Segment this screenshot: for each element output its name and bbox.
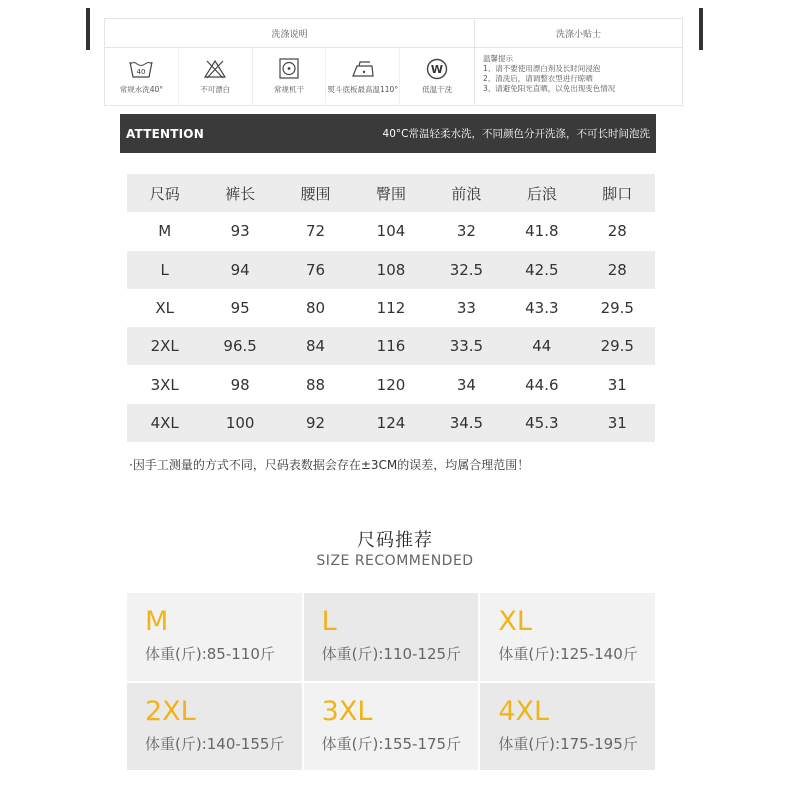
care-tips	[475, 48, 682, 106]
size-card-weight: 体重(斤):155-175斤	[321, 734, 462, 753]
care-header-right: 洗涤小贴士	[555, 29, 601, 40]
table-cell: 116	[353, 327, 428, 365]
table-cell: 93	[230, 222, 250, 241]
care-label-header	[105, 19, 682, 48]
size-card-weight: 体重(斤):175-195斤	[498, 734, 638, 753]
table-cell: 31	[607, 375, 627, 394]
size-card	[480, 593, 655, 681]
size-card	[127, 683, 302, 771]
table-cell: 88	[306, 375, 326, 394]
header-cell: 腰围	[278, 174, 353, 212]
table-cell: 44.6	[525, 375, 559, 394]
table-cell: 45.3	[504, 404, 579, 442]
table-cell: L	[127, 251, 202, 289]
care-icon-label: 常规机干	[273, 85, 304, 94]
table-cell: 98	[230, 375, 250, 394]
care-header-left: 洗涤说明	[105, 19, 475, 47]
table-cell: 92	[278, 404, 353, 442]
care-icon-label: 低温干洗	[422, 85, 453, 94]
size-table	[127, 174, 655, 442]
table-row	[127, 365, 655, 403]
header-cell: 臀围	[353, 174, 428, 212]
size-card	[304, 593, 479, 681]
table-row	[127, 251, 655, 289]
table-cell: 29.5	[580, 327, 655, 365]
table-cell: 112	[376, 299, 406, 318]
size-card-weight: 体重(斤):85-110斤	[145, 645, 275, 663]
table-cell: 72	[306, 222, 326, 241]
table-cell: 42.5	[504, 251, 579, 289]
header-cell: 后浪	[504, 174, 579, 212]
size-card-size: 2XL	[145, 695, 196, 727]
care-icon-cell	[253, 48, 327, 106]
size-table-header-row	[127, 174, 655, 212]
table-cell: 34.5	[429, 404, 504, 442]
care-icon-cell	[326, 48, 400, 106]
table-row	[127, 212, 655, 250]
tip-line: 2、清洗后，请调整衣型进行晾晒	[483, 74, 593, 83]
table-cell: 29.5	[600, 299, 634, 318]
svg-text:40: 40	[136, 68, 146, 76]
table-cell: XL	[155, 299, 175, 318]
table-cell: 41.8	[525, 222, 559, 241]
care-icons	[105, 48, 475, 106]
table-cell: 104	[376, 222, 406, 241]
tip-line: 3、请避免阳光直晒，以免出现变色情况	[483, 84, 616, 93]
header-cell: 裤长	[202, 174, 277, 212]
table-cell: 33.5	[429, 327, 504, 365]
table-cell: 2XL	[127, 327, 202, 365]
table-cell: 100	[202, 404, 277, 442]
table-cell: 120	[376, 375, 406, 394]
table-cell: 33	[456, 299, 476, 318]
table-row	[127, 404, 655, 442]
header-cell: 尺码	[127, 174, 202, 212]
size-card-size: 3XL	[321, 695, 373, 727]
table-cell: 95	[230, 299, 250, 318]
header-cell: 前浪	[429, 174, 504, 212]
tip-line: 1、请不要使用漂白剂及长时间浸泡	[483, 64, 601, 73]
size-card-size: L	[321, 606, 337, 637]
table-cell: 32.5	[429, 251, 504, 289]
table-cell: 44	[504, 327, 579, 365]
right-edge-bar	[699, 8, 703, 50]
table-cell: 4XL	[127, 404, 202, 442]
attention-text: 40°C常温轻柔水洗，不同颜色分开洗涤，不可长时间泡洗	[382, 128, 650, 140]
care-icon-label: 不可漂白	[200, 85, 231, 94]
no-bleach-icon	[202, 58, 228, 80]
size-card	[127, 593, 302, 681]
table-cell: 84	[278, 327, 353, 365]
size-card-size: XL	[498, 606, 532, 637]
size-card-weight: 体重(斤):140-155斤	[145, 734, 285, 753]
recommend-title: 尺码推荐	[357, 530, 433, 551]
tips-title: 温馨提示	[483, 54, 513, 63]
table-cell: 28	[580, 251, 655, 289]
care-label-panel	[104, 18, 683, 106]
table-cell: 32	[456, 222, 476, 241]
care-icon-cell	[105, 48, 179, 106]
table-row	[127, 327, 655, 365]
table-cell: 43.3	[525, 299, 559, 318]
iron-icon	[350, 58, 376, 80]
table-cell: 34	[456, 375, 476, 394]
table-cell: M	[158, 222, 172, 241]
table-cell: 31	[580, 404, 655, 442]
wash-40-icon	[128, 58, 154, 80]
attention-title: ATTENTION	[126, 126, 204, 141]
care-label-body	[105, 48, 682, 106]
table-cell: 124	[353, 404, 428, 442]
care-icon-label: 熨斗底板最高温110°	[327, 85, 399, 94]
size-card-size: M	[145, 606, 169, 637]
attention-banner	[120, 114, 656, 153]
table-cell: 28	[607, 222, 627, 241]
measurement-note: ·因手工测量的方式不同，尺码表数据会存在±3CM的误差，均属合理范围！	[129, 458, 530, 472]
dry-clean-icon	[424, 58, 450, 80]
table-cell: 96.5	[202, 327, 277, 365]
size-card-size: 4XL	[498, 695, 550, 727]
size-card-weight: 体重(斤):110-125斤	[321, 645, 462, 663]
left-edge-bar	[86, 8, 90, 50]
header-cell: 脚口	[580, 174, 655, 212]
svg-text:W: W	[431, 63, 444, 76]
recommend-subtitle: SIZE RECOMMENDED	[316, 553, 474, 569]
size-recommend-grid	[127, 593, 655, 770]
table-row	[127, 289, 655, 327]
size-card	[304, 683, 479, 771]
table-cell: 94	[202, 251, 277, 289]
table-cell: 108	[353, 251, 428, 289]
table-cell: 3XL	[150, 375, 179, 394]
size-card-weight: 体重(斤):125-140斤	[498, 645, 638, 663]
care-icon-label: 常规水洗40°	[119, 85, 164, 94]
table-cell: 80	[306, 299, 326, 318]
tumble-dry-icon	[276, 58, 302, 80]
care-icon-cell	[400, 48, 474, 106]
care-icon-cell	[179, 48, 253, 106]
size-card	[480, 683, 655, 771]
table-cell: 76	[278, 251, 353, 289]
